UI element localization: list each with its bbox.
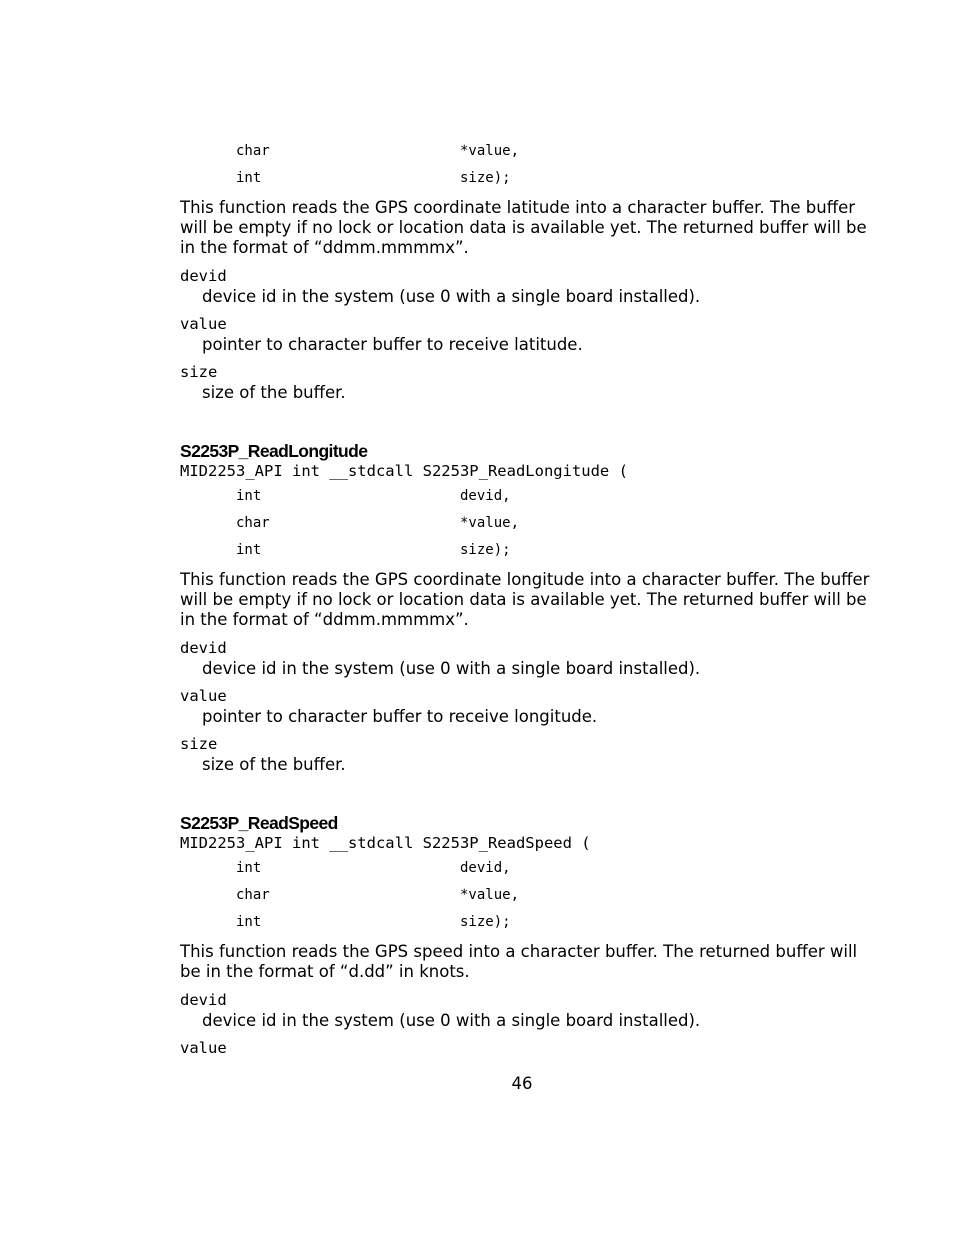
param-type: int [236, 541, 262, 558]
function-description: This function reads the GPS speed into a character buffer. The returned buffer will be in the format of “d.dd” in knots. [180, 942, 858, 981]
param-row [180, 881, 870, 908]
param-row [180, 536, 870, 563]
param-name: size); [460, 541, 511, 558]
param-type: char [236, 886, 270, 903]
arg-name: devid [180, 639, 227, 657]
param-name: size); [460, 169, 511, 186]
arg-name: value [180, 687, 227, 705]
function-title: S2253P_ReadSpeed [180, 813, 338, 833]
param-row [180, 509, 870, 536]
section-read-latitude-continued [180, 137, 870, 403]
arg-name: size [180, 363, 218, 381]
param-type: int [236, 859, 262, 876]
section-read-longitude [180, 441, 870, 775]
param-type: int [236, 487, 262, 504]
function-title: S2253P_ReadLongitude [180, 441, 368, 461]
param-row [180, 854, 870, 881]
function-signature: MID2253_API int __stdcall S2253P_ReadLongitude ( [180, 462, 628, 480]
param-type: char [236, 514, 270, 531]
function-signature: MID2253_API int __stdcall S2253P_ReadSpeed ( [180, 834, 591, 852]
arg-description: size of the buffer. [202, 383, 346, 402]
param-name: *value, [460, 142, 520, 159]
param-row [180, 908, 870, 935]
param-row [180, 137, 870, 164]
function-description: This function reads the GPS coordinate longitude into a character buffer. The buffer will be empty if no lock or location data is available yet. The returned buffer will be in the format of “ddmm.mmmmx”. [180, 570, 870, 629]
arg-description: pointer to character buffer to receive latitude. [202, 335, 583, 354]
page-number: 46 [511, 1074, 533, 1093]
arg-name: value [180, 315, 227, 333]
arg-name: devid [180, 267, 227, 285]
param-name: devid, [460, 859, 511, 876]
param-type: int [236, 169, 262, 186]
param-type: int [236, 913, 262, 930]
param-name: devid, [460, 487, 511, 504]
arg-name: size [180, 735, 218, 753]
param-name: *value, [460, 514, 520, 531]
arg-description: device id in the system (use 0 with a single board installed). [202, 659, 701, 678]
arg-name: value [180, 1039, 227, 1057]
document-page [180, 137, 870, 1058]
function-description: This function reads the GPS coordinate latitude into a character buffer. The buffer will be empty if no lock or location data is available yet. The returned buffer will be in the format of “ddmm.mmmmx”. [180, 198, 867, 257]
arg-description: pointer to character buffer to receive longitude. [202, 707, 598, 726]
arg-description: device id in the system (use 0 with a single board installed). [202, 287, 701, 306]
param-row [180, 482, 870, 509]
arg-description: size of the buffer. [202, 755, 346, 774]
param-type: char [236, 142, 270, 159]
param-row [180, 164, 870, 191]
param-name: size); [460, 913, 511, 930]
param-name: *value, [460, 886, 520, 903]
arg-description: device id in the system (use 0 with a single board installed). [202, 1011, 701, 1030]
section-read-speed [180, 813, 870, 1058]
arg-name: devid [180, 991, 227, 1009]
